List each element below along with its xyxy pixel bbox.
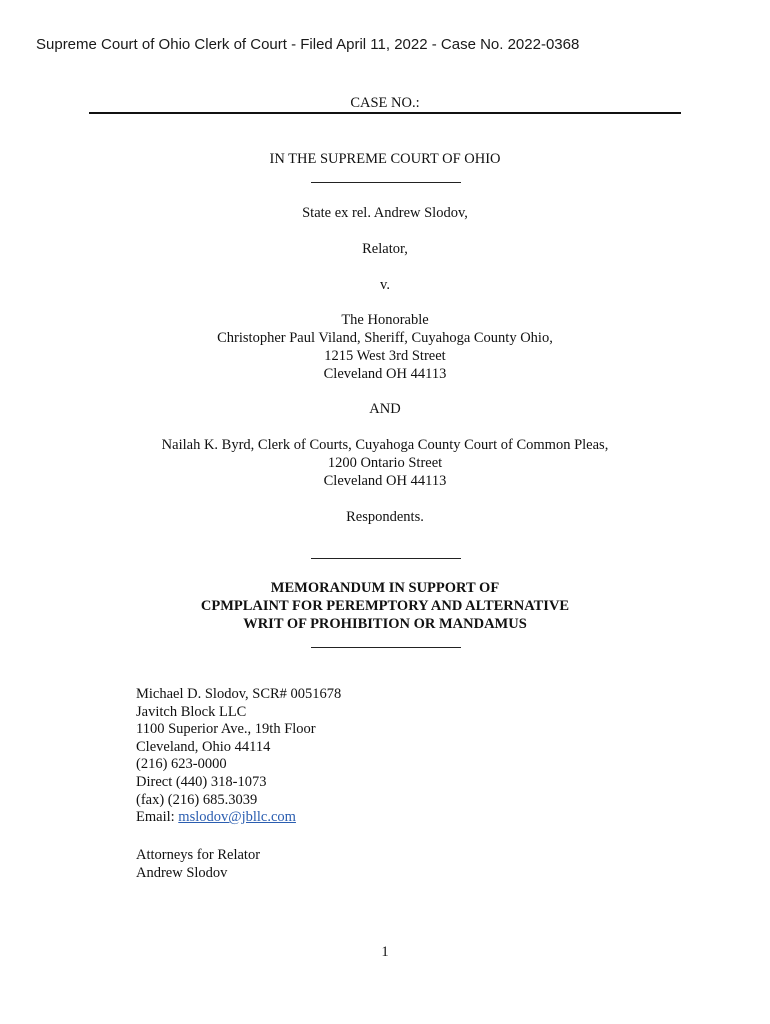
email-link[interactable]: mslodov@jbllc.com [178,809,296,826]
respondent2-line1: Nailah K. Byrd, Clerk of Courts, Cuyahoga County Court of Common Pleas, [161,437,609,453]
counsel-phone: (216) 623-0000 [136,756,227,773]
relator-name: State ex rel. Andrew Slodov, [302,205,468,221]
counsel-direct: Direct (440) 318-1073 [136,773,267,790]
divider-rule [311,647,461,648]
respondent1-line3: 1215 West 3rd Street [324,348,446,364]
respondent1-line4: Cleveland OH 44113 [323,366,447,382]
email-label: Email: [136,809,179,826]
and-separator: AND [369,401,401,417]
page-number: 1 [381,944,389,960]
counsel-email-row [136,809,341,827]
counsel-block [136,686,341,827]
respondents-role: Respondents. [346,509,424,525]
respondent1-line2: Christopher Paul Viland, Sheriff, Cuyahoga County Ohio, [217,330,553,346]
respondent2-line3: Cleveland OH 44113 [323,473,447,489]
header-rule [89,112,681,114]
versus: v. [380,277,390,293]
case-number-label: CASE NO.: [350,95,420,111]
attorneys-for-line1: Attorneys for Relator [136,847,261,863]
respondent1-line1: The Honorable [341,312,429,328]
filing-banner: Supreme Court of Ohio Clerk of Court - Filed April 11, 2022 - Case No. 2022-0368 [36,36,580,53]
title-line3: WRIT OF PROHIBITION OR MANDAMUS [243,616,527,632]
counsel-address2: Cleveland, Ohio 44114 [136,738,271,755]
title-line1: MEMORANDUM IN SUPPORT OF [270,580,500,596]
respondent2-line2: 1200 Ontario Street [327,455,443,471]
counsel-firm: Javitch Block LLC [136,703,247,720]
counsel-name: Michael D. Slodov, SCR# 0051678 [136,686,342,702]
attorneys-for-block [136,847,260,882]
counsel-fax: (fax) (216) 685.3039 [136,791,258,808]
relator-role: Relator, [362,241,408,257]
divider-rule [311,558,461,559]
counsel-address1: 1100 Superior Ave., 19th Floor [136,721,316,738]
court-name: IN THE SUPREME COURT OF OHIO [269,151,501,167]
divider-rule [311,182,461,183]
attorneys-for-line2: Andrew Slodov [136,864,228,881]
title-line2: CPMPLAINT FOR PEREMPTORY AND ALTERNATIVE [200,598,570,614]
